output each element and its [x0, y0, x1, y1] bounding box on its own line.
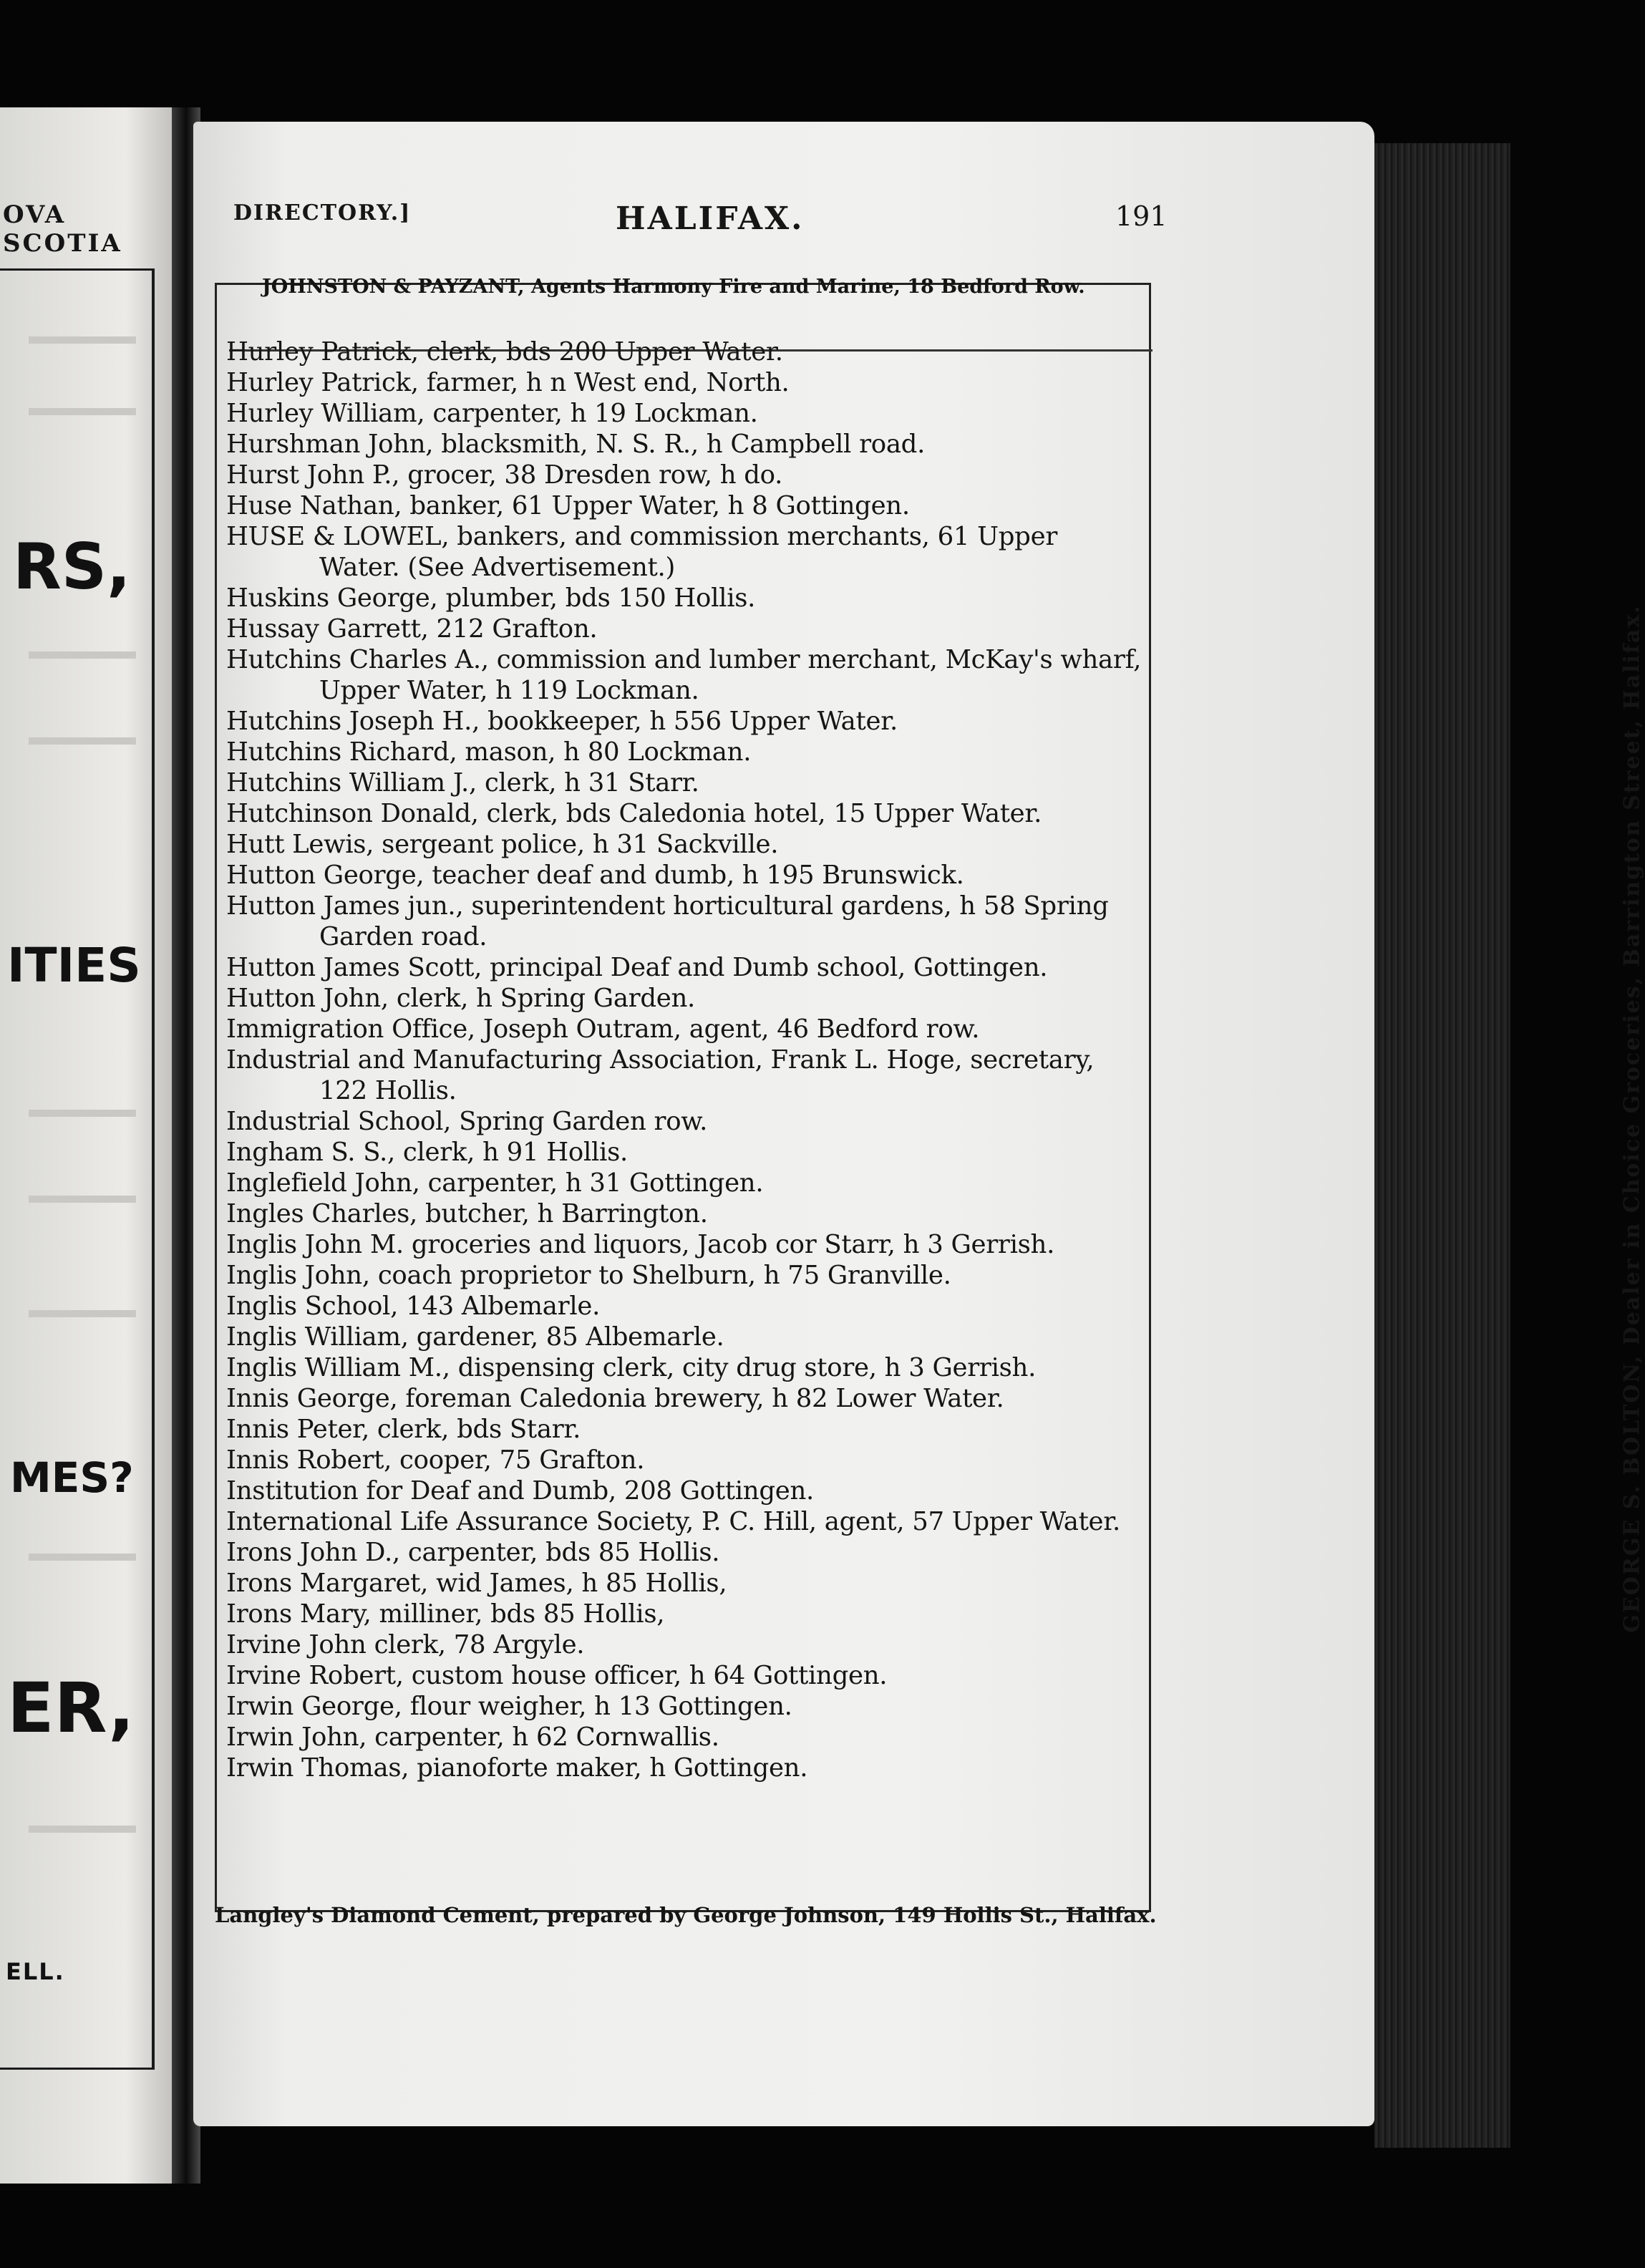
- list-item: Irvine Robert, custom house officer, h 64 Gottingen.: [226, 1661, 888, 1690]
- list-item: Hutton James jun., superintendent horticultural gardens, h 58 Spring: [226, 891, 1109, 921]
- list-item: Hutchins Joseph H., bookkeeper, h 556 Upper Water.: [226, 707, 898, 736]
- left-facing-page: [0, 107, 179, 2184]
- list-item: Hutchins William J., clerk, h 31 Starr.: [226, 768, 699, 798]
- left-fragment: RS,: [13, 530, 131, 604]
- list-item: International Life Assurance Society, P. C. Hill, agent, 57 Upper Water.: [226, 1507, 1120, 1536]
- list-item: Irvine John clerk, 78 Argyle.: [226, 1630, 585, 1659]
- list-item: Immigration Office, Joseph Outram, agent, 46 Bedford row.: [226, 1014, 980, 1044]
- running-head-title: HALIFAX.: [616, 200, 805, 237]
- list-item: Huskins George, plumber, bds 150 Hollis.: [226, 583, 756, 613]
- faded-line: [29, 336, 136, 344]
- book-page-edges: [1374, 143, 1510, 2148]
- faded-line: [29, 1826, 136, 1833]
- list-item: Huse Nathan, banker, 61 Upper Water, h 8 Gottingen.: [226, 491, 910, 520]
- list-item: Ingham S. S., clerk, h 91 Hollis.: [226, 1138, 629, 1167]
- list-item: Hutchins Richard, mason, h 80 Lockman.: [226, 737, 752, 767]
- faded-line: [29, 1554, 136, 1561]
- list-item: Hutton James Scott, principal Deaf and Dumb school, Gottingen.: [226, 953, 1048, 982]
- list-item: Hurley William, carpenter, h 19 Lockman.: [226, 399, 758, 428]
- left-page-header: OVA SCOTIA: [3, 200, 122, 258]
- list-item: Hutt Lewis, sergeant police, h 31 Sackville.: [226, 830, 779, 859]
- list-item-continuation: Garden road.: [319, 922, 487, 951]
- left-fragment: ELL.: [6, 1958, 65, 1985]
- list-item: Irons Mary, milliner, bds 85 Hollis,: [226, 1599, 665, 1629]
- faded-line: [29, 1196, 136, 1203]
- list-item: Irons John D., carpenter, bds 85 Hollis.: [226, 1538, 720, 1567]
- list-item: Industrial School, Spring Garden row.: [226, 1107, 708, 1136]
- list-item: Hutton John, clerk, h Spring Garden.: [226, 984, 696, 1013]
- faded-line: [29, 408, 136, 415]
- page-number: 191: [1115, 200, 1168, 232]
- list-item: Irwin George, flour weigher, h 13 Gottingen.: [226, 1692, 792, 1721]
- list-item: Irwin Thomas, pianoforte maker, h Gottingen.: [226, 1753, 808, 1783]
- left-fragment: ER,: [7, 1668, 135, 1748]
- list-item: Hurshman John, blacksmith, N. S. R., h Campbell road.: [226, 430, 926, 459]
- left-fragment: MES?: [10, 1453, 134, 1502]
- list-item: Innis George, foreman Caledonia brewery, h 82 Lower Water.: [226, 1384, 1004, 1413]
- list-item: Inglis William M., dispensing clerk, city drug store, h 3 Gerrish.: [226, 1353, 1037, 1382]
- list-item: Inglis School, 143 Albemarle.: [226, 1292, 601, 1321]
- list-item: HUSE & LOWEL, bankers, and commission merchants, 61 Upper: [226, 522, 1057, 551]
- list-item: Irwin John, carpenter, h 62 Cornwallis.: [226, 1722, 719, 1752]
- list-item: Innis Peter, clerk, bds Starr.: [226, 1415, 581, 1444]
- list-item: Hurley Patrick, farmer, h n West end, North.: [226, 368, 790, 397]
- list-item: Hussay Garrett, 212 Grafton.: [226, 614, 598, 644]
- list-item: Inglis John, coach proprietor to Shelburn, h 75 Granville.: [226, 1261, 951, 1290]
- list-item: Hutchinson Donald, clerk, bds Caledonia hotel, 15 Upper Water.: [226, 799, 1042, 828]
- directory-entries: [226, 336, 1142, 1783]
- running-head-left: DIRECTORY.]: [233, 200, 412, 226]
- left-fragment: ITIES: [7, 938, 141, 993]
- list-item: Irons Margaret, wid James, h 85 Hollis,: [226, 1569, 727, 1598]
- list-item: Ingles Charles, butcher, h Barrington.: [226, 1199, 708, 1228]
- list-item: Institution for Deaf and Dumb, 208 Gottingen.: [226, 1476, 815, 1506]
- list-item: Hutton George, teacher deaf and dumb, h 195 Brunswick.: [226, 861, 964, 890]
- bottom-advert: Langley's Diamond Cement, prepared by George Johnson, 149 Hollis St., Halifax.: [215, 1903, 1157, 1927]
- list-item-continuation: 122 Hollis.: [319, 1076, 457, 1105]
- list-item: Industrial and Manufacturing Association, Frank L. Hoge, secretary,: [226, 1045, 1095, 1075]
- list-item: Inglefield John, carpenter, h 31 Gottingen.: [226, 1168, 764, 1198]
- faded-line: [29, 1310, 136, 1317]
- faded-line: [29, 651, 136, 659]
- list-item: Inglis John M. groceries and liquors, Jacob cor Starr, h 3 Gerrish.: [226, 1230, 1055, 1259]
- side-advert: GEORGE S. BOLTON, Dealer in Choice Groceries, Barrington Street, Halifax.: [1619, 604, 1645, 1633]
- list-item: Inglis William, gardener, 85 Albemarle.: [226, 1322, 724, 1352]
- list-item: Hurst John P., grocer, 38 Dresden row, h do.: [226, 460, 783, 490]
- faded-line: [29, 737, 136, 745]
- top-advert: JOHNSTON & PAYZANT, Agents Harmony Fire and Marine, 18 Bedford Row.: [262, 276, 1085, 298]
- list-item-continuation: Water. (See Advertisement.): [319, 553, 676, 582]
- list-item: Hutchins Charles A., commission and lumber merchant, McKay's wharf,: [226, 645, 1142, 674]
- faded-line: [29, 1110, 136, 1117]
- list-item-continuation: Upper Water, h 119 Lockman.: [319, 676, 699, 705]
- list-item: Hurley Patrick, clerk, bds 200 Upper Water.: [226, 337, 783, 367]
- list-item: Innis Robert, cooper, 75 Grafton.: [226, 1445, 645, 1475]
